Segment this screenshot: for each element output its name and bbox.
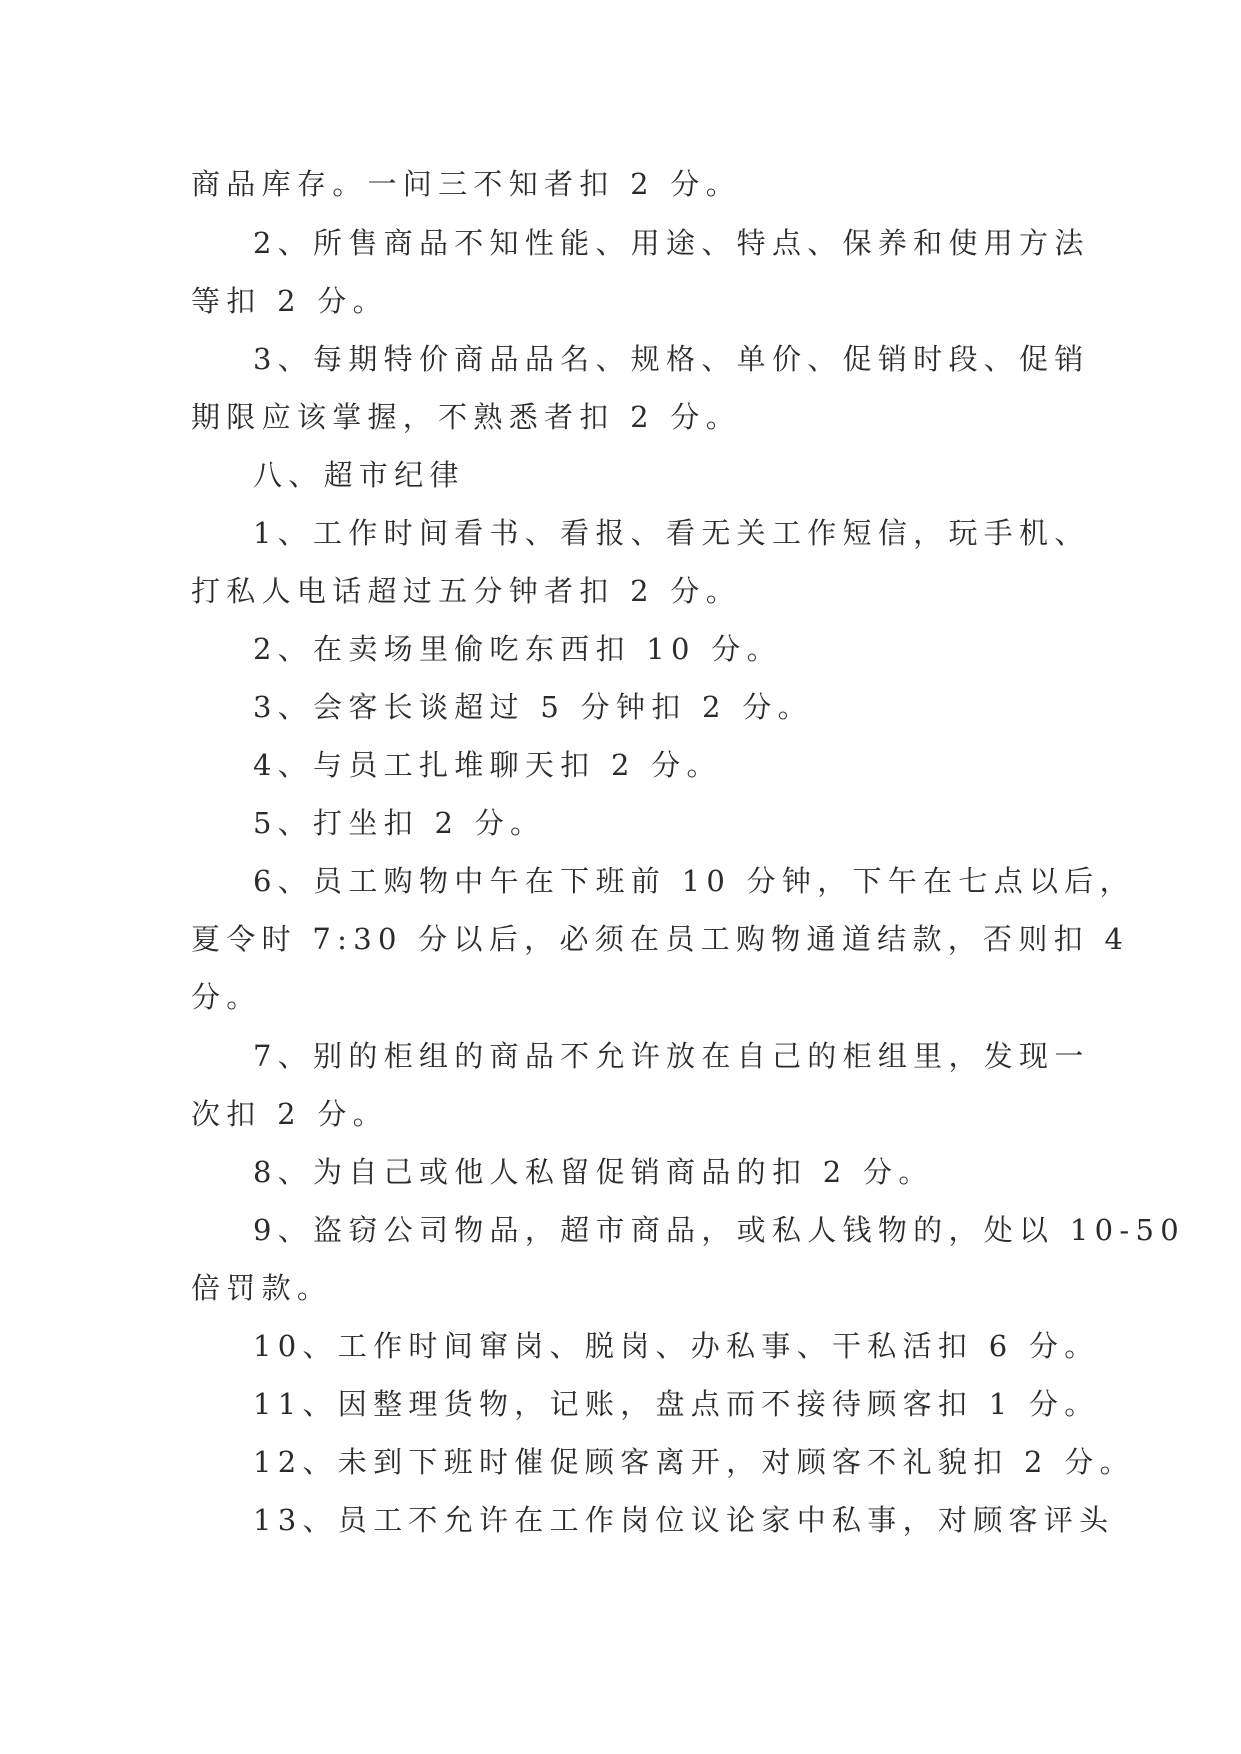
text-line: 11、因整理货物，记账，盘点而不接待顾客扣 1 分。	[253, 1387, 1100, 1421]
text-line: 3、会客长谈超过 5 分钟扣 2 分。	[253, 690, 813, 724]
text-line: 分。	[191, 980, 262, 1014]
section-heading: 八、超市纪律	[253, 458, 465, 492]
text-line: 打私人电话超过五分钟者扣 2 分。	[191, 574, 741, 608]
text-line: 6、员工购物中午在下班前 10 分钟，下午在七点以后，	[253, 864, 1135, 898]
text-line: 12、未到下班时催促顾客离开，对顾客不礼貌扣 2 分。	[253, 1445, 1135, 1479]
text-line: 4、与员工扎堆聊天扣 2 分。	[253, 748, 722, 782]
text-line: 次扣 2 分。	[191, 1097, 388, 1131]
text-line: 2、在卖场里偷吃东西扣 10 分。	[253, 632, 782, 666]
text-line: 7、别的柜组的商品不允许放在自己的柜组里，发现一	[253, 1039, 1090, 1073]
text-line: 3、每期特价商品品名、规格、单价、促销时段、促销	[253, 342, 1090, 376]
text-line: 商品库存。一问三不知者扣 2 分。	[191, 167, 741, 201]
text-line: 倍罚款。	[191, 1271, 333, 1305]
text-line: 2、所售商品不知性能、用途、特点、保养和使用方法	[253, 226, 1090, 260]
text-line: 期限应该掌握，不熟悉者扣 2 分。	[191, 400, 741, 434]
text-line: 9、盗窃公司物品，超市商品，或私人钱物的，处以 10-50	[253, 1213, 1185, 1247]
text-line: 夏令时 7:30 分以后，必须在员工购物通道结款，否则扣 4	[191, 922, 1130, 956]
text-line: 5、打坐扣 2 分。	[253, 806, 546, 840]
text-line: 1、工作时间看书、看报、看无关工作短信，玩手机、	[253, 516, 1090, 550]
text-line: 13、员工不允许在工作岗位议论家中私事，对顾客评头	[253, 1503, 1115, 1537]
text-line: 等扣 2 分。	[191, 284, 388, 318]
text-line: 10、工作时间窜岗、脱岗、办私事、干私活扣 6 分。	[253, 1329, 1100, 1363]
text-line: 8、为自己或他人私留促销商品的扣 2 分。	[253, 1155, 934, 1189]
